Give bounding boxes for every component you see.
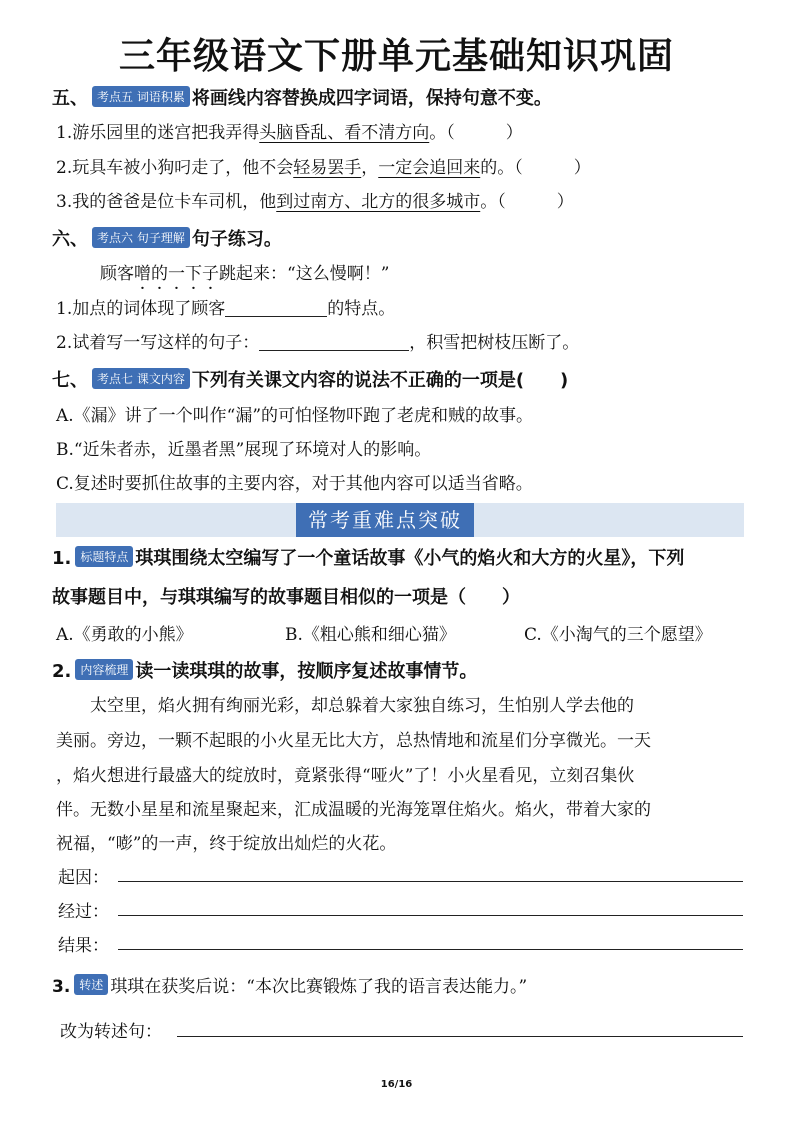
problem-tag: 标题特点 — [75, 546, 133, 567]
question-text: 2.玩具车被小狗叼走了，他不会 — [56, 158, 294, 178]
page-number: 16/16 — [380, 1079, 413, 1090]
option-c: C.《小淘气的三个愿望》 — [524, 625, 712, 645]
question-5-1 — [56, 118, 523, 143]
question-text: 的特点。 — [327, 299, 396, 319]
question-text: ， — [361, 158, 379, 178]
section-number: 五、 — [52, 88, 88, 109]
story-line: 伴。无数小星星和流星聚起来，汇成温暖的光海笼罩住焰火。焰火，带着大家的 — [56, 800, 651, 820]
process-answer-line[interactable] — [118, 915, 743, 916]
underlined-phrase: 轻易罢手 — [293, 158, 362, 178]
quote-text: 顾客 — [100, 264, 134, 284]
process-label: 经过： — [58, 902, 109, 922]
story-line: 太空里，焰火拥有绚丽光彩，却总躲着大家独自练习，生怕别人学去他的 — [56, 696, 634, 716]
option-b: B.“近朱者赤，近墨者黑”展现了环境对人的影响。 — [56, 440, 432, 460]
section-number: 七、 — [52, 370, 88, 391]
problem-3-heading — [52, 972, 527, 997]
section-instruction: 下列有关课文内容的说法不正确的一项是( ) — [191, 370, 569, 391]
dotted-char: 下 — [185, 264, 202, 284]
option-a: A.《漏》讲了一个叫作“漏”的可怕怪物吓跑了老虎和贼的故事。 — [56, 406, 534, 426]
question-text: ，积雪把树枝压断了。 — [409, 333, 580, 353]
section-7-heading — [52, 366, 568, 392]
question-6-2 — [56, 328, 579, 353]
section-tag: 考点六 句子理解 — [92, 227, 190, 248]
question-6-1 — [56, 294, 395, 319]
result-answer-line[interactable] — [118, 949, 743, 950]
answer-blank[interactable] — [259, 350, 409, 351]
section-6-heading — [52, 225, 282, 251]
question-text: 3.我的爸爸是位卡车司机，他 — [56, 192, 277, 212]
problem-tag: 内容梳理 — [75, 659, 133, 680]
section-tag: 考点五 词语积累 — [92, 86, 190, 107]
problem-1-line-2: 故事题目中，与琪琪编写的故事题目相似的一项是（ ） — [52, 587, 520, 608]
underlined-phrase: 一定会追回来 — [378, 158, 481, 178]
option-c: C.复述时要抓住故事的主要内容，对于其他内容可以适当省略。 — [56, 474, 533, 494]
underlined-phrase: 头脑昏乱、看不清方向 — [259, 123, 430, 143]
problem-1-line-1 — [52, 544, 684, 570]
section-tag: 考点七 课文内容 — [92, 368, 190, 389]
problem-text: 琪琪围绕太空编写了一个童话故事《小气的焰火和大方的火星》，下列 — [135, 548, 685, 569]
banner-title: 常考重难点突破 — [296, 503, 474, 537]
option-b: B.《粗心熊和细心猫》 — [285, 625, 456, 645]
section-number: 六、 — [52, 229, 88, 250]
story-line: 美丽。旁边，一颗不起眼的小火星无比大方，总热情地和流星们分享微光。一天 — [56, 731, 651, 751]
dotted-char: 子 — [202, 264, 219, 284]
answer-paren: 的。（ ） — [480, 158, 591, 178]
result-label: 结果： — [58, 936, 109, 956]
section-banner — [56, 503, 744, 537]
problem-tag: 转述 — [74, 974, 108, 995]
page-title: 三年级语文下册单元基础知识巩固 — [118, 35, 674, 77]
question-text: 2.试着写一写这样的句子： — [56, 333, 260, 353]
question-text: 1.加点的词体现了顾客 — [56, 299, 226, 319]
problem-instruction: 读一读琪琪的故事，按顺序复述故事情节。 — [135, 661, 478, 682]
answer-paren: 。（ ） — [429, 123, 523, 143]
story-line: ，焰火想进行最盛大的绽放时，竟紧张得“哑火”了！小火星看见，立刻召集伙 — [56, 766, 635, 786]
underlined-phrase: 到过南方、北方的很多城市 — [276, 192, 481, 212]
problem-number: 1. — [52, 548, 72, 569]
section-instruction: 句子练习。 — [191, 229, 282, 250]
dotted-char: 噌 — [134, 264, 151, 284]
problem-text: 琪琪在获奖后说：“本次比赛锻炼了我的语言表达能力。” — [110, 977, 528, 997]
problem-2-heading — [52, 657, 477, 683]
answer-paren: 。（ ） — [480, 192, 574, 212]
dotted-char: 一 — [168, 264, 185, 284]
problem-number: 2. — [52, 661, 72, 682]
reported-speech-label: 改为转述句： — [60, 1022, 162, 1042]
quote-text: 跳起来：“这么慢啊！” — [219, 264, 390, 284]
quote-sentence — [100, 259, 389, 284]
reported-speech-answer-line[interactable] — [177, 1036, 743, 1037]
section-5-heading — [52, 84, 552, 110]
story-line: 祝福，“嘭”的一声，终于绽放出灿烂的火花。 — [56, 834, 397, 854]
answer-blank[interactable] — [225, 316, 327, 317]
dotted-char: 的 — [151, 264, 168, 284]
problem-number: 3. — [52, 977, 71, 997]
cause-answer-line[interactable] — [118, 881, 743, 882]
question-5-2 — [56, 153, 591, 178]
option-a: A.《勇敢的小熊》 — [56, 625, 193, 645]
question-5-3 — [56, 187, 574, 212]
cause-label: 起因： — [58, 868, 109, 888]
section-instruction: 将画线内容替换成四字词语，保持句意不变。 — [191, 88, 552, 109]
question-text: 1.游乐园里的迷宫把我弄得 — [56, 123, 260, 143]
